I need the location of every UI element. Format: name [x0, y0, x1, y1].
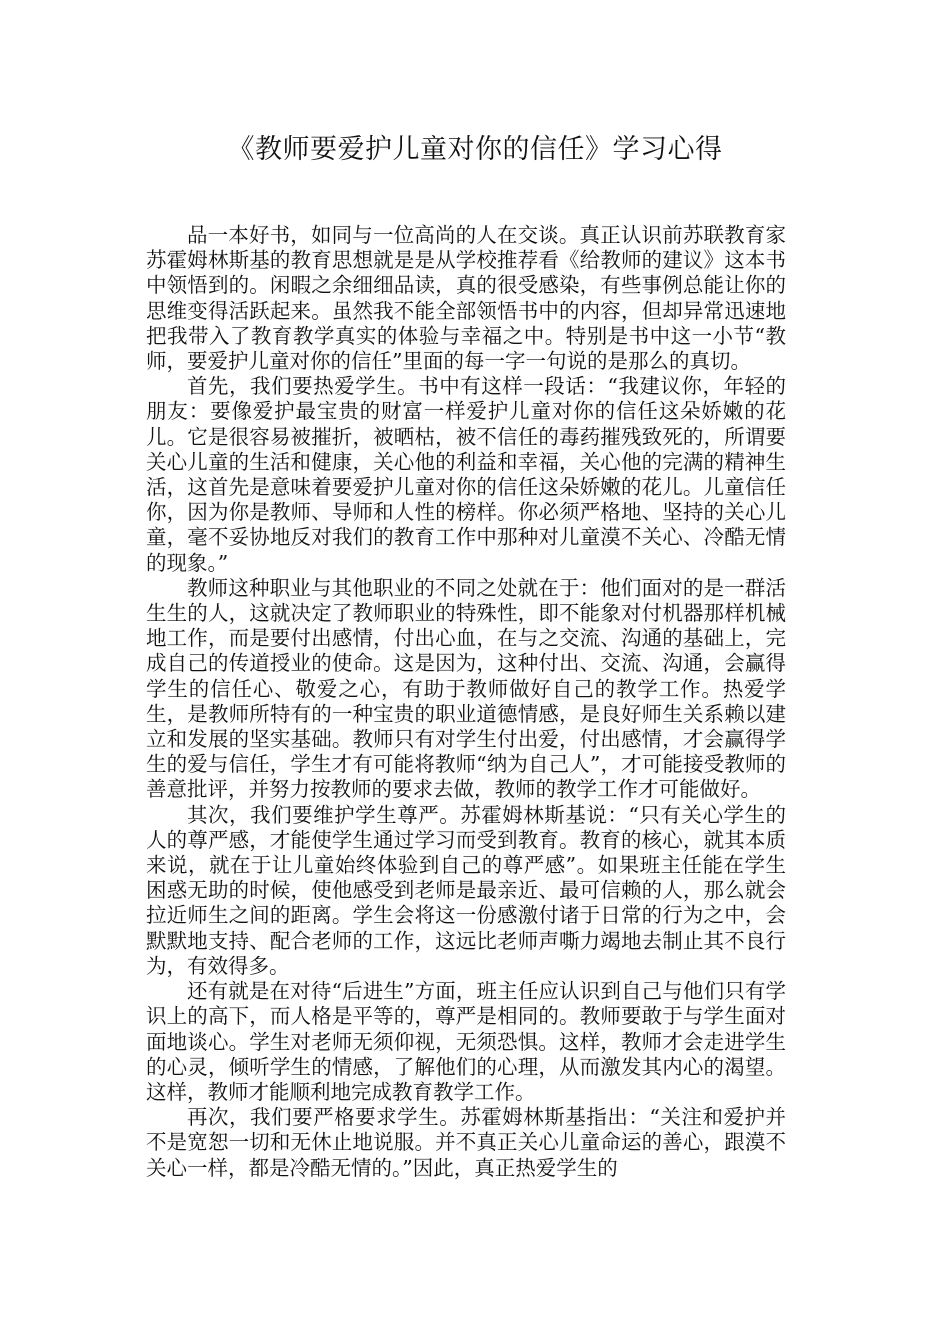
paragraph-3: 教师这种职业与其他职业的不同之处就在于：他们面对的是一群活生生的人，这就决定了教师职业的特殊性，即不能象对付机器那样机械地工作，而是要付出感情，付出心血，在与之交流、沟通的基础上，完成自己的传道授业的使命。这是因为，这种付出、交流、沟通，会赢得学生的信任心、敬爱之心，有助于教师做好自己的教学工作。热爱学生，是教师所特有的一种宝贵的职业道德情感，是良好师生关系赖以建立和发展的坚实基础。教师只有对学生付出爱，付出感情，才会赢得学生的爱与信任，学生才有可能将教师“纳为自己人”，才可能接受教师的善意批评，并努力按教师的要求去做，教师的教学工作才可能做好。 — [146, 575, 786, 802]
document-body — [146, 223, 786, 1181]
page-title: 《教师要爱护儿童对你的信任》学习心得 — [227, 134, 723, 165]
paragraph-6: 再次，我们要严格要求学生。苏霍姆林斯基指出：“关注和爱护并不是宽恕一切和无休止地说服。并不真正关心儿童命运的善心，跟漠不关心一样，都是冷酷无情的。”因此，真正热爱学生的 — [146, 1105, 786, 1180]
paragraph-1: 品一本好书，如同与一位高尚的人在交谈。真正认识前苏联教育家苏霍姆林斯基的教育思想就是是从学校推荐看《给教师的建议》这本书中领悟到的。闲暇之余细细品读，真的很受感染，有些事例总能让你的思维变得活跃起来。虽然我不能全部领悟书中的内容，但却异常迅速地把我带入了教育教学真实的体验与幸福之中。特别是书中这一小节“教师，要爱护儿童对你的信任”里面的每一字一句说的是那么的真切。 — [146, 223, 786, 374]
paragraph-4: 其次，我们要维护学生尊严。苏霍姆林斯基说：“只有关心学生的人的尊严感，才能使学生通过学习而受到教育。教育的核心，就其本质来说，就在于让儿童始终体验到自己的尊严感”。如果班主任能在学生困惑无助的时候，使他感受到老师是最亲近、最可信赖的人，那么就会拉近师生之间的距离。学生会将这一份感激付诸于日常的行为之中，会默默地支持、配合老师的工作，这远比老师声嘶力竭地去制止其不良行为，有效得多。 — [146, 802, 786, 978]
paragraph-5: 还有就是在对待“后进生”方面，班主任应认识到自己与他们只有学识上的高下，而人格是平等的，尊严是相同的。教师要敢于与学生面对面地谈心。学生对老师无须仰视，无须恐惧。这样，教师才会走进学生的心灵，倾听学生的情感，了解他们的心理，从而激发其内心的渴望。这样，教师才能顺利地完成教育教学工作。 — [146, 979, 786, 1104]
paragraph-2: 首先，我们要热爱学生。书中有这样一段话：“我建议你，年轻的朋友：要像爱护最宝贵的财富一样爱护儿童对你的信任这朵娇嫩的花儿。它是很容易被摧折，被晒枯，被不信任的毒药摧残致死的，所谓要关心儿童的生活和健康，关心他的利益和幸福，关心他的完满的精神生活，这首先是意味着要爱护儿童对你的信任这朵娇嫩的花儿。儿童信任你，因为你是教师、导师和人性的榜样。你必须严格地、坚持的关心儿童，毫不妥协地反对我们的教育工作中那种对儿童漠不关心、冷酷无情的现象。” — [146, 374, 786, 575]
